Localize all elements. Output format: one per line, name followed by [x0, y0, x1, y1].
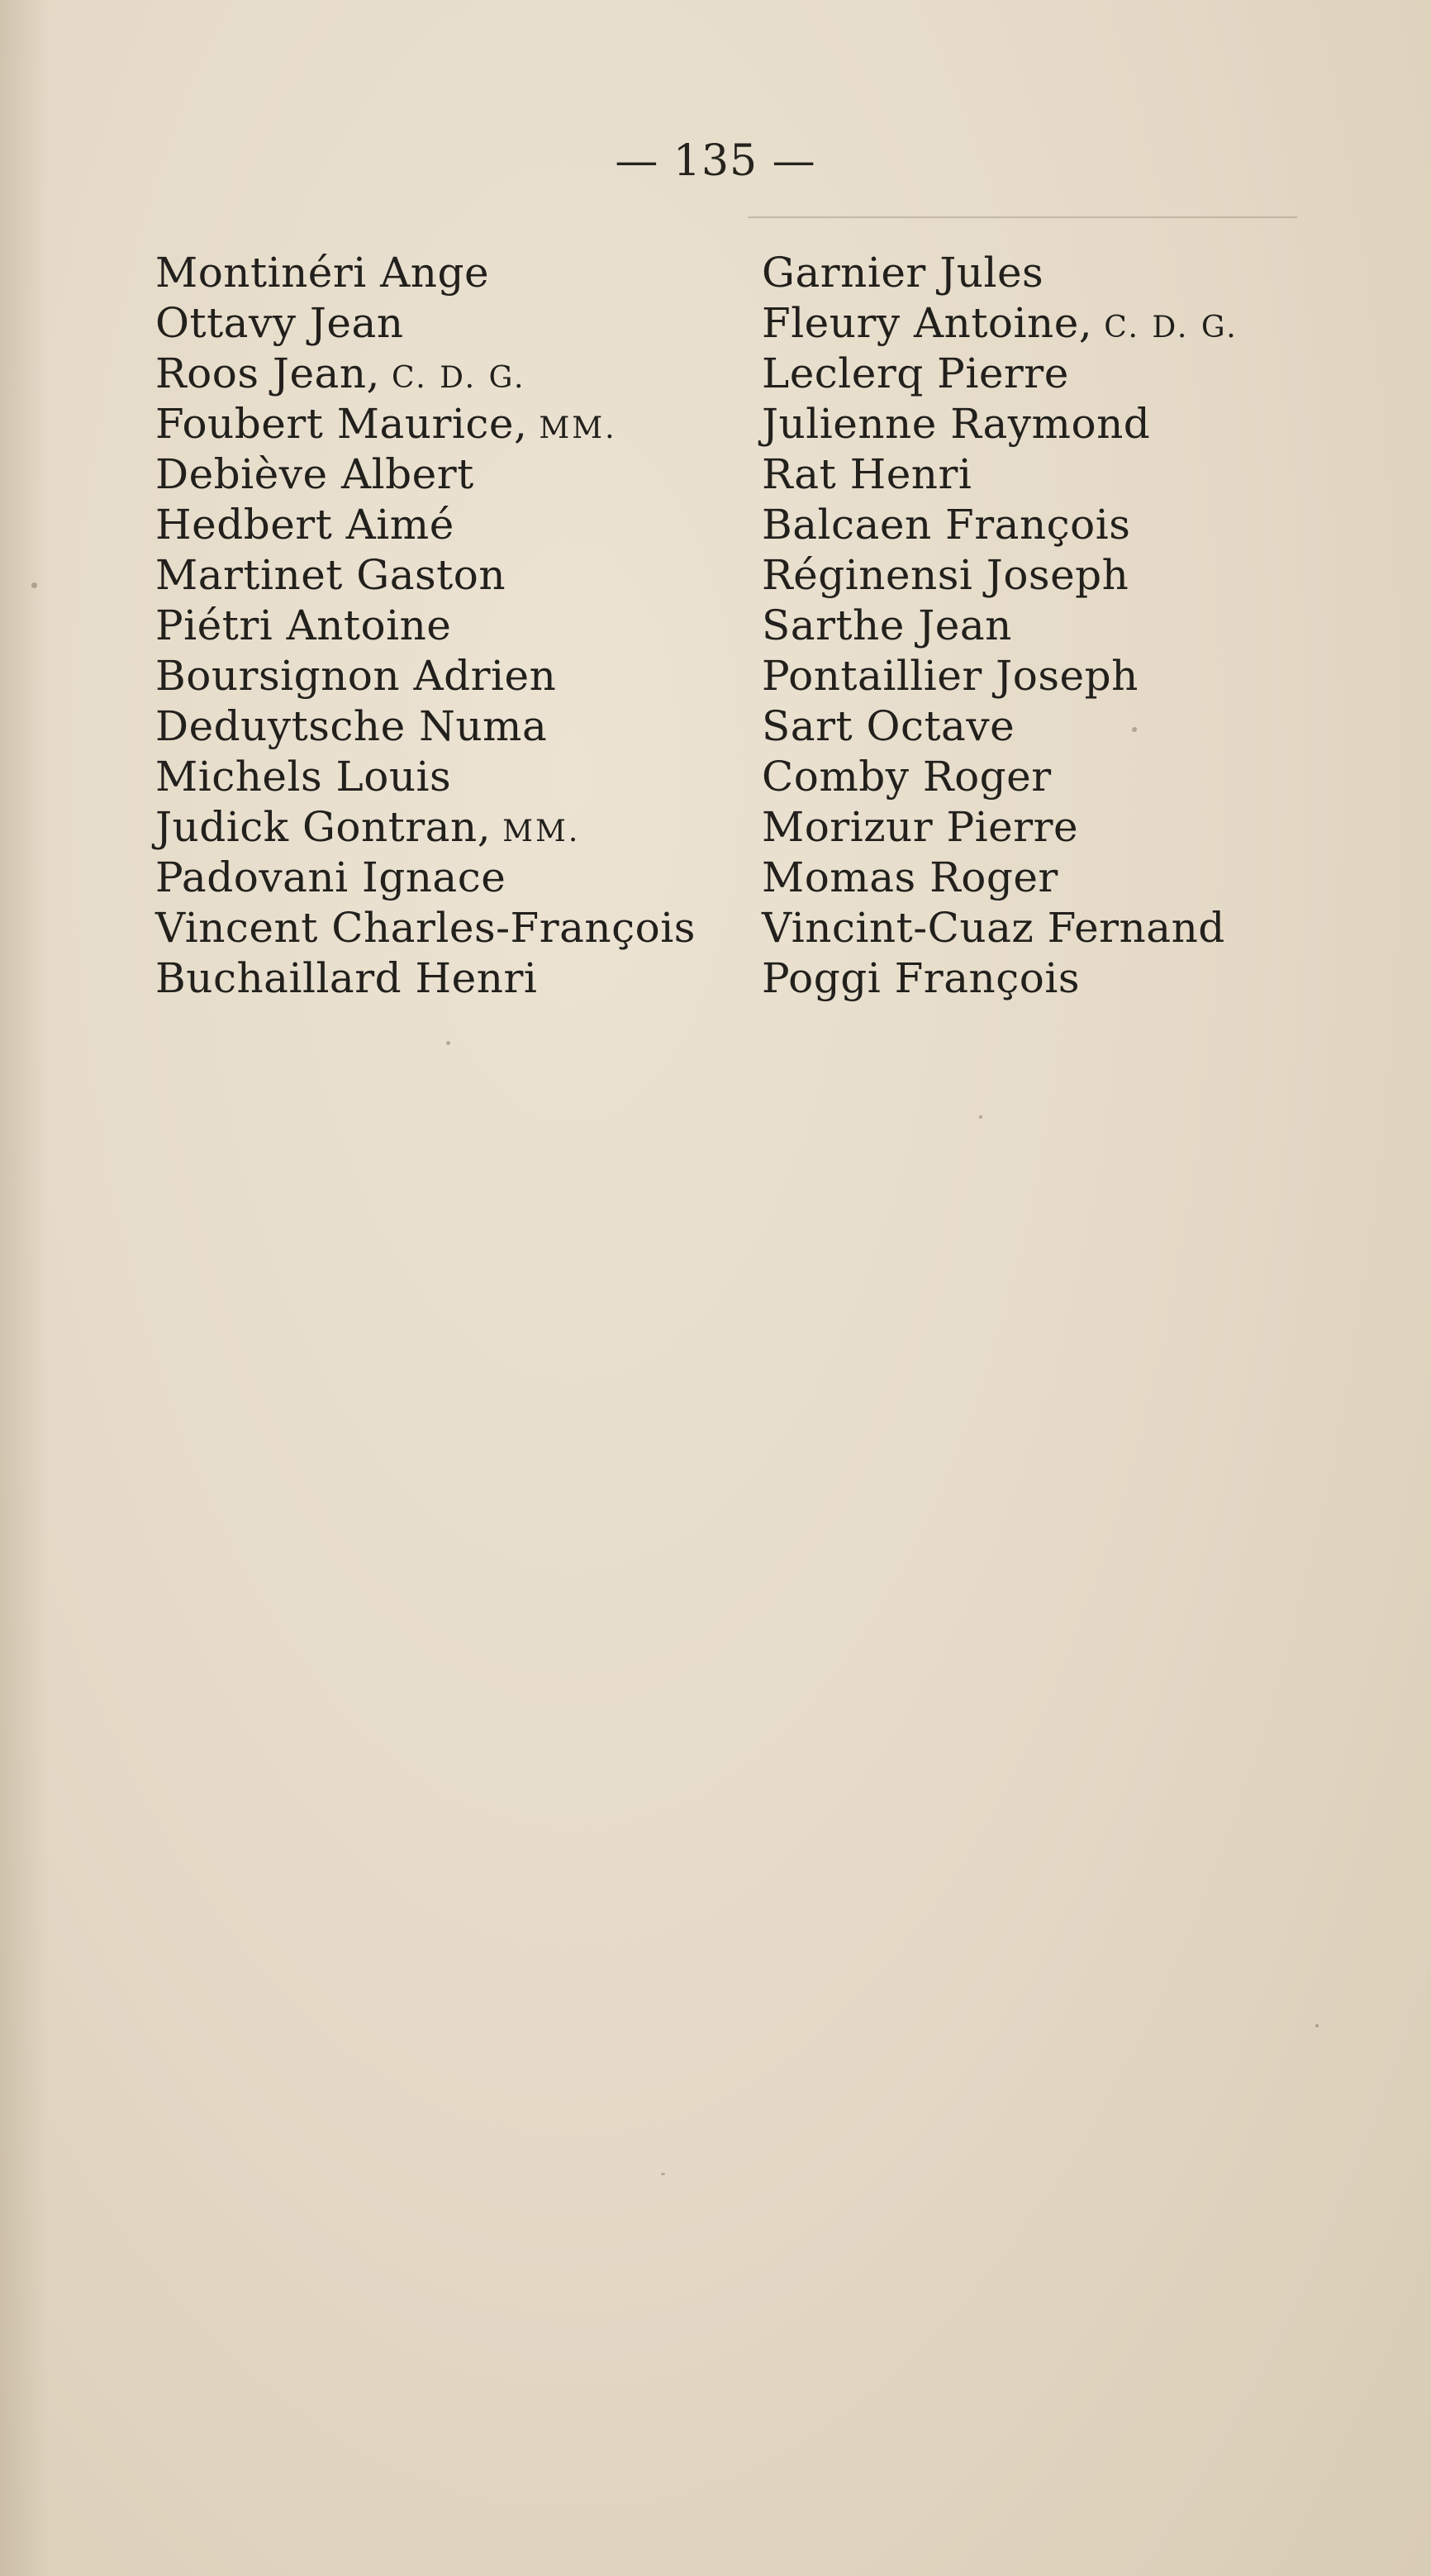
person-name: Sarthe Jean	[762, 601, 1012, 649]
person-name: Poggi François	[762, 954, 1080, 1002]
list-item	[762, 500, 1414, 550]
person-name: Vincent Charles-François	[155, 904, 696, 952]
list-item	[762, 752, 1414, 802]
list-item	[155, 248, 734, 298]
list-item	[762, 601, 1414, 651]
list-item	[762, 701, 1414, 752]
person-name: Buchaillard Henri	[155, 954, 538, 1002]
person-name: Ottavy Jean	[155, 299, 404, 347]
person-name: Pontaillier Joseph	[762, 652, 1139, 700]
person-name: Réginensi Joseph	[762, 551, 1129, 599]
page-edge-shadow	[0, 0, 50, 2576]
list-item	[762, 953, 1414, 1004]
paper-speck	[979, 1115, 982, 1119]
person-name: Judick Gontran,	[155, 803, 492, 851]
list-item	[155, 802, 734, 853]
person-name: Leclerq Pierre	[762, 349, 1069, 397]
paper-speck	[446, 1041, 450, 1045]
list-item	[155, 651, 734, 701]
paper-speck	[1132, 727, 1137, 732]
person-name: Balcaen François	[762, 501, 1131, 549]
decoration-mark: MM.	[539, 411, 617, 445]
person-name: Vincint-Cuaz Fernand	[762, 904, 1225, 952]
list-item	[155, 853, 734, 903]
person-name: Debiève Albert	[155, 450, 474, 498]
list-item	[762, 550, 1414, 601]
paper-speck	[661, 2173, 665, 2175]
list-item	[155, 298, 734, 349]
person-name: Morizur Pierre	[762, 803, 1079, 851]
faint-rule	[748, 216, 1297, 218]
person-name: Piétri Antoine	[155, 601, 452, 649]
person-name: Boursignon Adrien	[155, 652, 557, 700]
person-name: Roos Jean,	[155, 349, 380, 397]
list-item	[762, 349, 1414, 399]
person-name: Sart Octave	[762, 702, 1015, 750]
list-item	[762, 248, 1414, 298]
person-name: Comby Roger	[762, 753, 1052, 801]
list-item	[762, 449, 1414, 500]
list-item	[762, 853, 1414, 903]
list-item	[762, 399, 1414, 449]
list-item	[155, 399, 734, 449]
list-item	[155, 550, 734, 601]
person-name: Julienne Raymond	[762, 400, 1151, 448]
right-name-column	[762, 248, 1414, 1004]
list-item	[155, 349, 734, 399]
person-name: Padovani Ignace	[155, 853, 506, 901]
person-name: Foubert Maurice,	[155, 400, 528, 448]
decoration-mark: C. D. G.	[1104, 311, 1238, 345]
left-name-column	[155, 248, 734, 1004]
list-item	[762, 802, 1414, 853]
person-name: Fleury Antoine,	[762, 299, 1093, 347]
decoration-mark: C. D. G.	[391, 361, 526, 395]
person-name: Hedbert Aimé	[155, 501, 454, 549]
paper-speck	[1315, 2024, 1319, 2027]
list-item	[155, 953, 734, 1004]
person-name: Martinet Gaston	[155, 551, 506, 599]
decoration-mark: MM.	[502, 815, 581, 848]
list-item	[762, 651, 1414, 701]
page-number: — 135 —	[615, 136, 816, 186]
person-name: Garnier Jules	[762, 249, 1044, 297]
list-item	[155, 449, 734, 500]
list-item	[155, 701, 734, 752]
list-item	[155, 752, 734, 802]
list-item	[762, 298, 1414, 349]
person-name: Momas Roger	[762, 853, 1058, 901]
paper-speck	[31, 582, 37, 588]
list-item	[155, 601, 734, 651]
list-item	[762, 903, 1414, 953]
person-name: Deduytsche Numa	[155, 702, 548, 750]
person-name: Rat Henri	[762, 450, 972, 498]
person-name: Montinéri Ange	[155, 249, 490, 297]
list-item	[155, 903, 734, 953]
person-name: Michels Louis	[155, 753, 452, 801]
list-item	[155, 500, 734, 550]
